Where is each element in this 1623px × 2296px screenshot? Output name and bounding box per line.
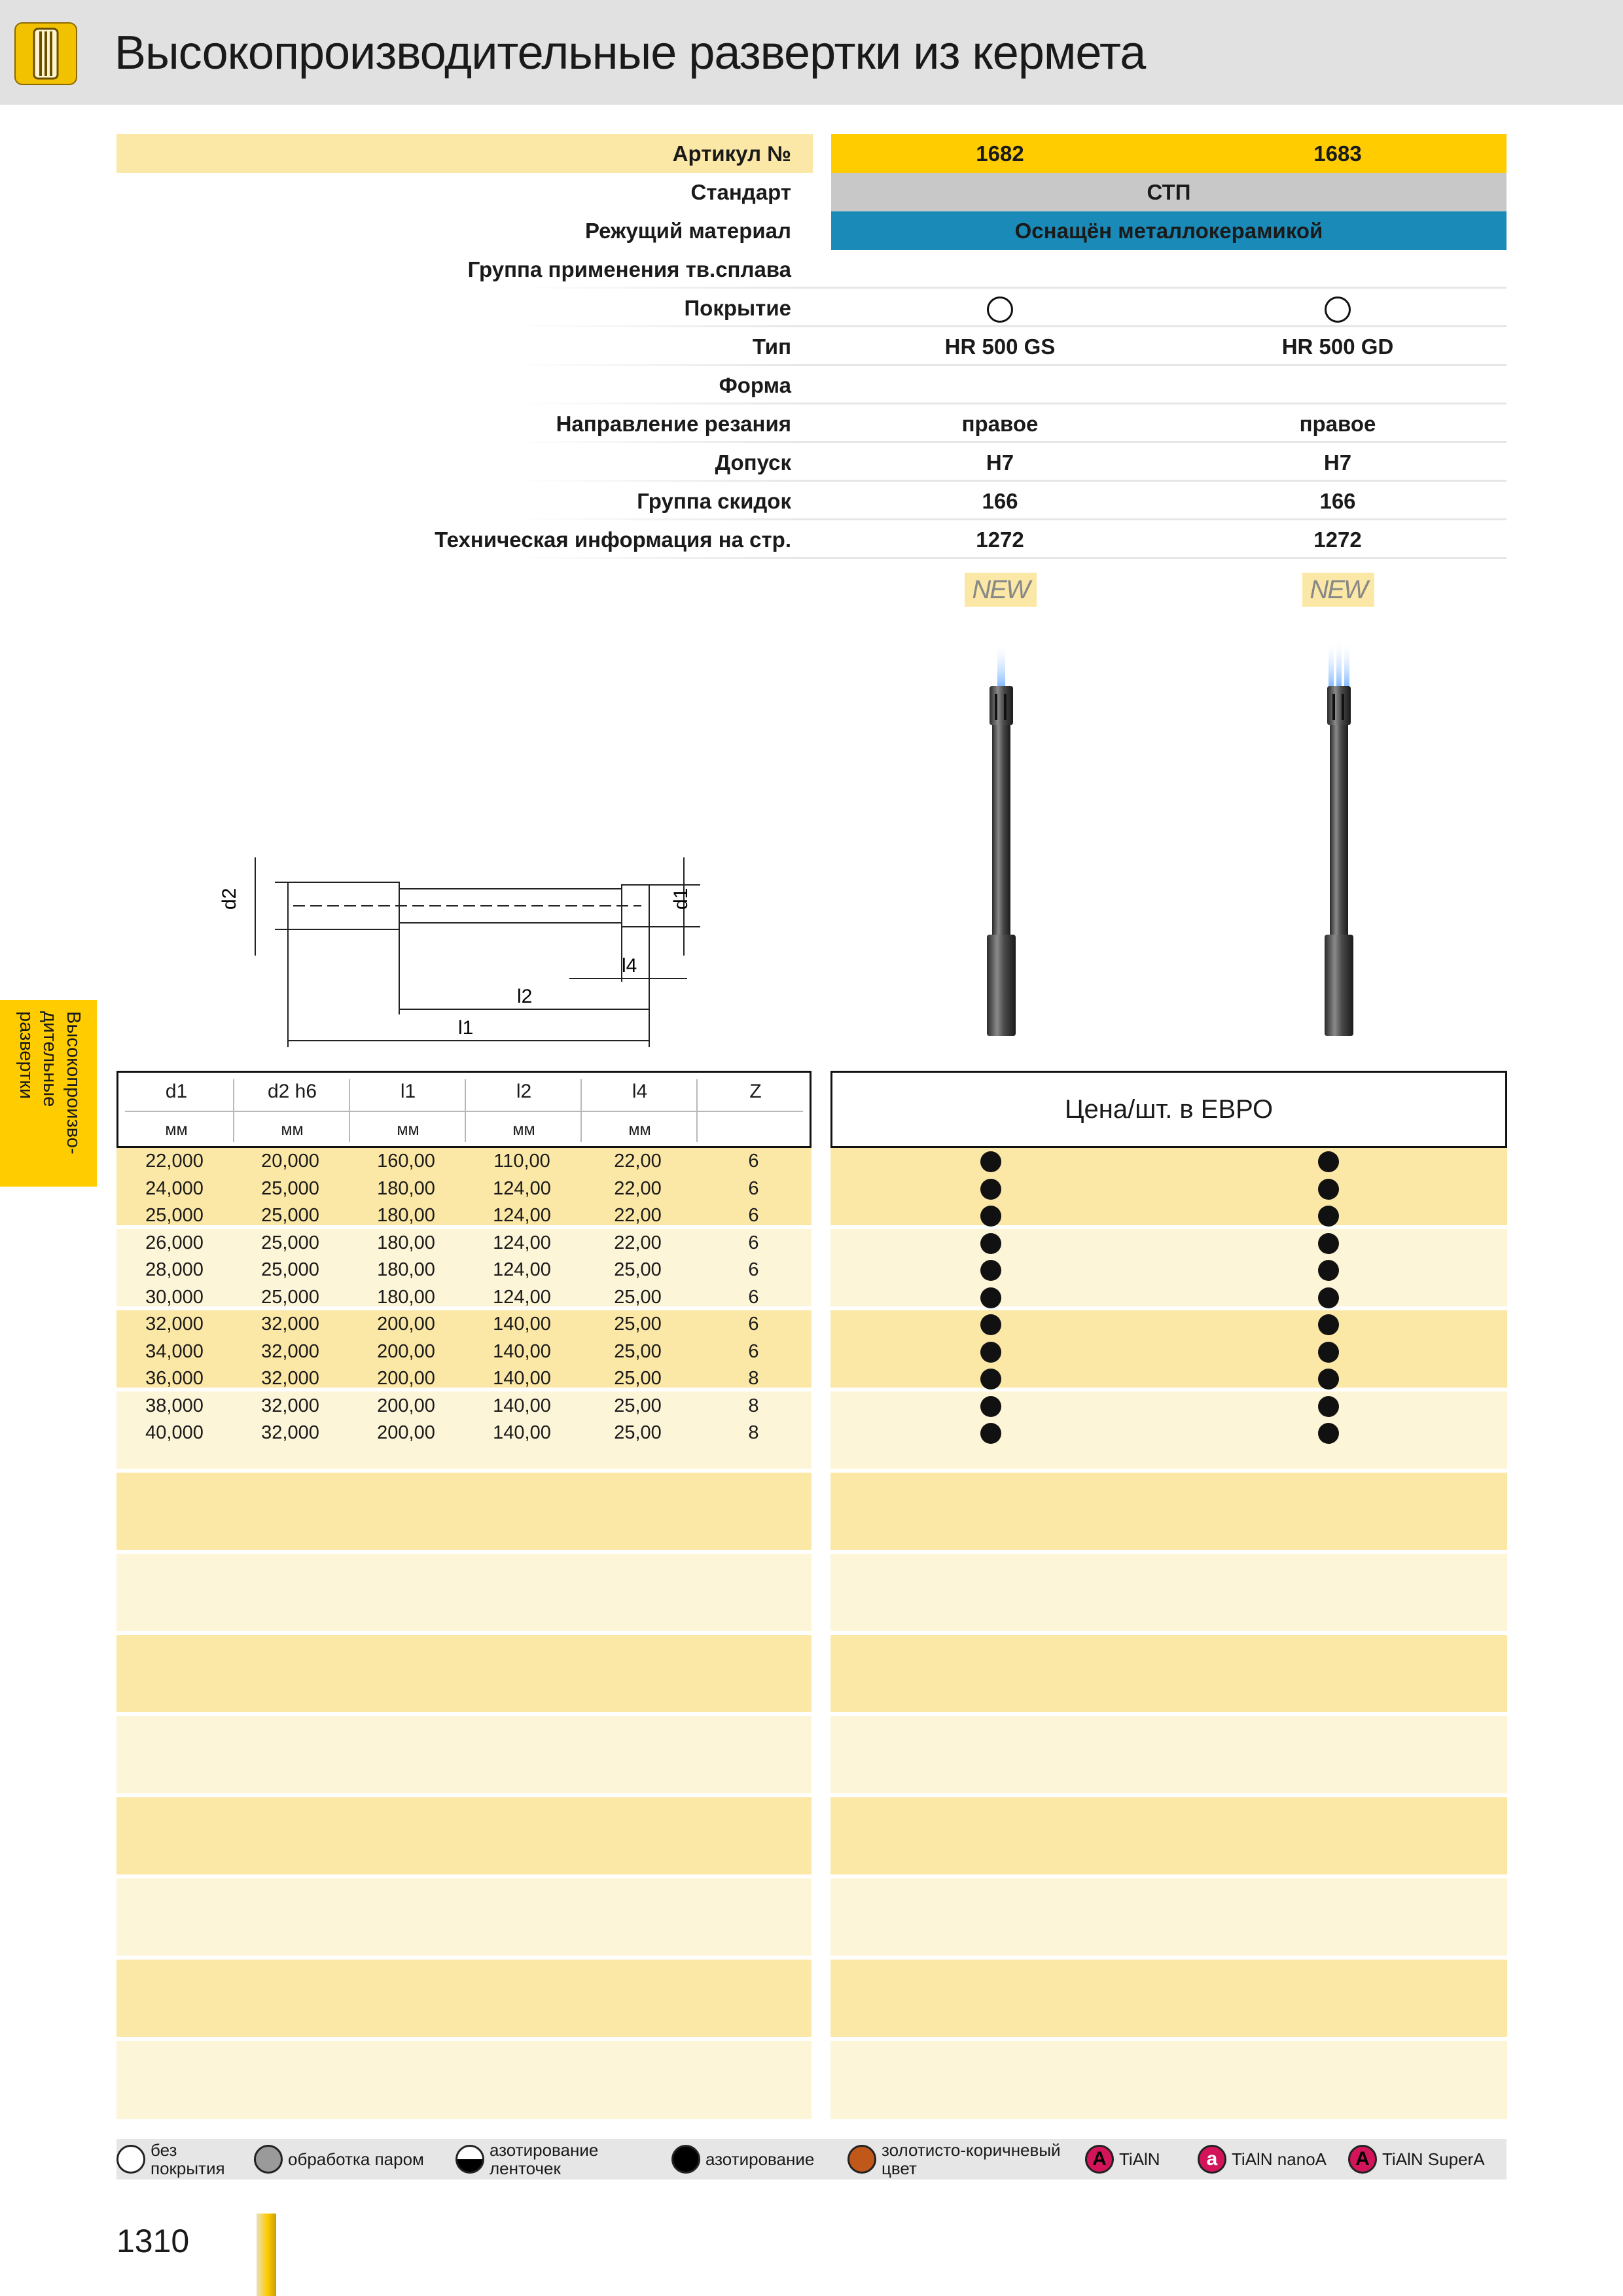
table-cell: 34,000 [145, 1340, 204, 1362]
uncoated-icon [116, 2145, 145, 2174]
table-cell: 38,000 [145, 1395, 204, 1416]
row-band [116, 1554, 812, 1631]
discount-label: Группа скидок [637, 489, 791, 513]
unit-d1: мм [165, 1121, 188, 1139]
table-row [116, 1202, 1507, 1229]
price-header-label: Цена/шт. в ЕВРО [1064, 1095, 1274, 1124]
table-cell: 32,000 [261, 1368, 319, 1389]
row-band [830, 1635, 1507, 1712]
l4-label: l4 [622, 955, 637, 977]
table-cell: 36,000 [145, 1368, 204, 1389]
availability-dot [1318, 1287, 1339, 1308]
legend-item-steam: обработка паром [254, 2139, 424, 2179]
table-cell: 25,00 [614, 1314, 662, 1335]
row-band [116, 2041, 812, 2119]
table-cell: 22,000 [145, 1151, 204, 1172]
article-label: Артикул № [672, 141, 791, 166]
table-cell: 180,00 [377, 1232, 435, 1253]
col-d2: d2 h6 [267, 1081, 317, 1102]
table-cell: 140,00 [493, 1368, 551, 1389]
unit-l2: мм [512, 1121, 535, 1139]
tolerance-label: Допуск [715, 450, 791, 475]
dimension-table-header [116, 1071, 812, 1148]
spec-row-form [116, 366, 1507, 404]
table-cell: 200,00 [377, 1314, 435, 1335]
page-edge-bar [257, 2214, 276, 2296]
article-1683: 1683 [1313, 141, 1362, 166]
legend-item-gold-brown: золотисто-коричневый цвет [847, 2139, 1061, 2179]
direction-value-2: правое [1299, 412, 1376, 436]
table-cell: 110,00 [493, 1151, 550, 1172]
page-header [0, 0, 1623, 105]
table-cell: 180,00 [377, 1286, 435, 1308]
availability-dot [1318, 1233, 1339, 1254]
table-cell: 124,00 [493, 1259, 551, 1280]
table-cell: 6 [748, 1232, 759, 1253]
table-cell: 200,00 [377, 1368, 435, 1389]
row-band [116, 1716, 812, 1793]
table-cell: 22,00 [614, 1177, 662, 1199]
tolerance-value-2: H7 [1323, 450, 1352, 475]
table-cell: 6 [748, 1177, 759, 1199]
l1-label: l1 [458, 1017, 474, 1039]
tolerance-value-1: H7 [986, 450, 1014, 475]
direction-value-1: правое [961, 412, 1039, 436]
d2-label: d2 [219, 888, 240, 910]
table-row [116, 1175, 1507, 1202]
discount-value-2: 166 [1319, 489, 1356, 513]
table-cell: 32,000 [261, 1395, 319, 1416]
tialn-icon: A [1085, 2145, 1114, 2174]
direction-label: Направление резания [556, 412, 791, 436]
table-cell: 25,000 [261, 1232, 319, 1253]
uncoated-icon [987, 296, 1013, 323]
row-band [830, 1960, 1507, 2037]
spec-row-discount [116, 482, 1507, 520]
table-row [116, 1311, 1507, 1338]
row-band [830, 1878, 1507, 1956]
type-label: Тип [752, 334, 791, 359]
col-d1: d1 [165, 1081, 188, 1102]
row-band [116, 1878, 812, 1956]
table-cell: 140,00 [493, 1340, 551, 1362]
spec-row-material [116, 211, 1507, 250]
row-band [830, 1473, 1507, 1550]
unit-d2: мм [281, 1121, 304, 1139]
side-tab-label: Высокопроизво- дительные развертки [16, 1011, 84, 1155]
table-cell: 40,000 [145, 1422, 204, 1443]
table-cell: 8 [748, 1368, 759, 1389]
table-cell: 124,00 [493, 1286, 551, 1308]
availability-dot [1318, 1396, 1339, 1417]
table-cell: 32,000 [261, 1314, 319, 1335]
reamer-photo-1682 [955, 628, 1047, 1067]
legend-item-tialn-nanoa: a TiAlN nanoA [1198, 2139, 1327, 2179]
standard-label: Стандарт [690, 180, 791, 204]
l2-label: l2 [517, 986, 533, 1007]
spec-row-tolerance [116, 443, 1507, 482]
legend-item-tialn-supera: A TiAlN SuperA [1348, 2139, 1485, 2179]
techinfo-value-1: 1272 [976, 528, 1024, 552]
material-label: Режущий материал [584, 219, 791, 243]
table-cell: 25,00 [614, 1422, 662, 1443]
availability-dot [1318, 1179, 1339, 1200]
reamer-technical-drawing [216, 844, 726, 1054]
table-row [116, 1230, 1507, 1257]
col-l1: l1 [400, 1081, 416, 1102]
table-cell: 140,00 [493, 1395, 551, 1416]
spec-row-article [116, 134, 1507, 173]
discount-value-1: 166 [982, 489, 1018, 513]
table-cell: 180,00 [377, 1205, 435, 1226]
col-l4: l4 [632, 1081, 648, 1102]
availability-dot [980, 1314, 1001, 1335]
row-band [116, 1635, 812, 1712]
table-cell: 25,000 [261, 1205, 319, 1226]
table-row [116, 1393, 1507, 1420]
gold-brown-icon [847, 2145, 876, 2174]
availability-dot [980, 1179, 1001, 1200]
table-cell: 6 [748, 1259, 759, 1280]
availability-dot [1318, 1369, 1339, 1390]
techinfo-value-2: 1272 [1313, 528, 1362, 552]
row-band [116, 1797, 812, 1874]
availability-dot [980, 1287, 1001, 1308]
table-cell: 32,000 [261, 1340, 319, 1362]
availability-dot [980, 1260, 1001, 1281]
spec-row-type [116, 327, 1507, 366]
availability-dot [1318, 1423, 1339, 1444]
half-nitrided-icon [455, 2145, 484, 2174]
material-value: Оснащён металлокерамикой [1014, 219, 1323, 243]
coating-legend [116, 2139, 1507, 2179]
row-band [830, 2041, 1507, 2119]
table-cell: 124,00 [493, 1232, 551, 1253]
spec-row-group [116, 250, 1507, 289]
table-cell: 6 [748, 1314, 759, 1335]
spec-row-techinfo [116, 520, 1507, 559]
col-z: Z [749, 1081, 762, 1102]
page-title: Высокопроизводительные развертки из кермета [115, 27, 1146, 79]
table-cell: 140,00 [493, 1422, 551, 1443]
coating-label: Покрытие [684, 296, 791, 320]
table-cell: 6 [748, 1151, 759, 1172]
availability-dot [1318, 1151, 1339, 1172]
uncoated-icon [1325, 296, 1351, 323]
type-value-1: HR 500 GS [944, 334, 1056, 359]
availability-dot [980, 1369, 1001, 1390]
table-cell: 8 [748, 1422, 759, 1443]
availability-dot [1318, 1342, 1339, 1363]
table-row [116, 1257, 1507, 1283]
unit-l4: мм [628, 1121, 651, 1139]
table-cell: 24,000 [145, 1177, 204, 1199]
availability-dot [980, 1342, 1001, 1363]
table-cell: 140,00 [493, 1314, 551, 1335]
table-row [116, 1148, 1507, 1175]
tialn-nanoa-icon: a [1198, 2145, 1226, 2174]
table-cell: 200,00 [377, 1395, 435, 1416]
table-cell: 28,000 [145, 1259, 204, 1280]
table-cell: 25,000 [261, 1177, 319, 1199]
availability-dot [1318, 1206, 1339, 1227]
nitrided-icon [671, 2145, 700, 2174]
table-cell: 124,00 [493, 1205, 551, 1226]
table-cell: 32,000 [261, 1422, 319, 1443]
table-cell: 25,000 [145, 1205, 204, 1226]
table-cell: 200,00 [377, 1422, 435, 1443]
table-cell: 8 [748, 1395, 759, 1416]
table-cell: 30,000 [145, 1286, 204, 1308]
row-band [830, 1554, 1507, 1631]
spec-row-coating [116, 289, 1507, 327]
price-header [830, 1071, 1507, 1148]
legend-item-nitriding: азотирование [671, 2139, 814, 2179]
col-l2: l2 [516, 1081, 532, 1102]
spec-row-direction [116, 404, 1507, 443]
table-cell: 6 [748, 1340, 759, 1362]
tialn-supera-icon: A [1348, 2145, 1377, 2174]
availability-dot [980, 1423, 1001, 1444]
type-value-2: HR 500 GD [1281, 334, 1394, 359]
table-cell: 25,00 [614, 1368, 662, 1389]
techinfo-label: Техническая информация на стр. [435, 528, 791, 552]
table-row [116, 1365, 1507, 1392]
table-cell: 160,00 [377, 1151, 435, 1172]
table-cell: 25,00 [614, 1259, 662, 1280]
availability-dot [980, 1206, 1001, 1227]
new-badge: NEW [965, 573, 1037, 607]
row-band [830, 1716, 1507, 1793]
table-cell: 32,000 [145, 1314, 204, 1335]
article-1682: 1682 [976, 141, 1024, 166]
standard-value: СТП [1147, 180, 1191, 204]
legend-item-uncoated: без покрытия [116, 2139, 225, 2179]
table-cell: 6 [748, 1205, 759, 1226]
table-cell: 22,00 [614, 1232, 662, 1253]
steam-treated-icon [254, 2145, 283, 2174]
availability-dot [980, 1233, 1001, 1254]
table-cell: 25,00 [614, 1395, 662, 1416]
availability-dot [1318, 1260, 1339, 1281]
table-cell: 180,00 [377, 1177, 435, 1199]
table-cell: 180,00 [377, 1259, 435, 1280]
table-row [116, 1420, 1507, 1446]
table-cell: 20,000 [261, 1151, 319, 1172]
table-cell: 26,000 [145, 1232, 204, 1253]
table-cell: 22,00 [614, 1205, 662, 1226]
reamer-icon [14, 22, 77, 85]
table-cell: 25,00 [614, 1340, 662, 1362]
table-cell: 25,000 [261, 1286, 319, 1308]
form-label: Форма [719, 373, 791, 397]
row-band [116, 1473, 812, 1550]
unit-l1: мм [397, 1121, 419, 1139]
table-cell: 25,00 [614, 1286, 662, 1308]
availability-dot [980, 1396, 1001, 1417]
row-band [116, 1960, 812, 2037]
page-number: 1310 [116, 2223, 190, 2259]
table-cell: 25,000 [261, 1259, 319, 1280]
availability-dot [1318, 1314, 1339, 1335]
new-badge: NEW [1302, 573, 1374, 607]
table-cell: 6 [748, 1286, 759, 1308]
group-label: Группа применения тв.сплава [467, 257, 791, 281]
table-cell: 22,00 [614, 1151, 662, 1172]
availability-dot [980, 1151, 1001, 1172]
legend-item-tialn: A TiAlN [1085, 2139, 1160, 2179]
spec-row-standard [116, 173, 1507, 211]
row-band [830, 1797, 1507, 1874]
table-cell: 200,00 [377, 1340, 435, 1362]
legend-item-land-nitriding: азотирование ленточек [455, 2139, 598, 2179]
table-row [116, 1338, 1507, 1365]
d1-label: d1 [670, 888, 692, 910]
reamer-photo-1683 [1293, 628, 1385, 1067]
table-cell: 124,00 [493, 1177, 551, 1199]
table-row [116, 1284, 1507, 1311]
